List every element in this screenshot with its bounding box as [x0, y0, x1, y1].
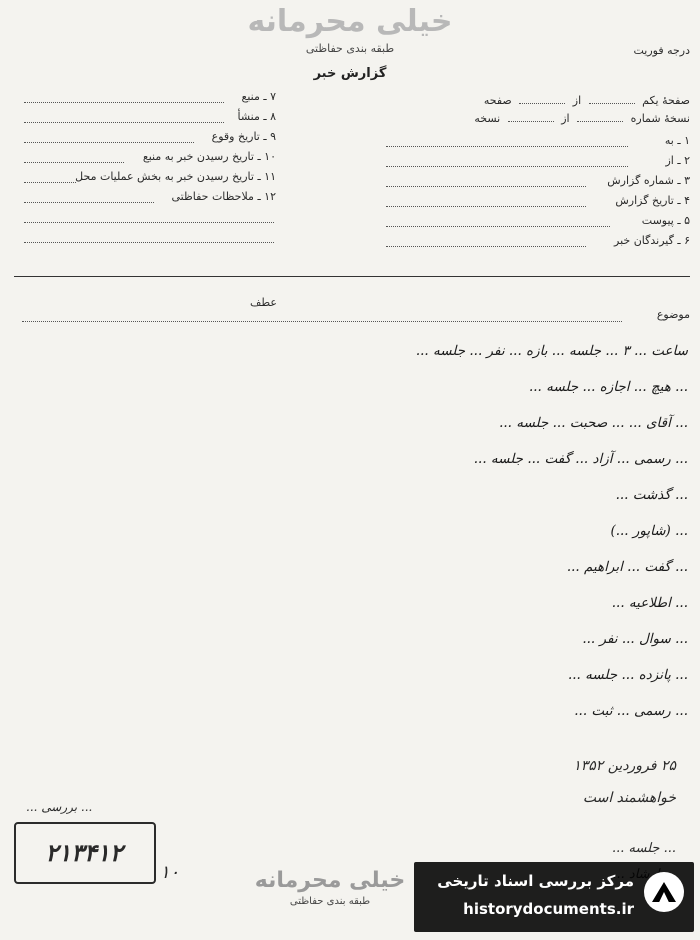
classification-stamp-bottom: خیلی محرمانه [254, 868, 406, 893]
closing-phrase: خواهشمند است [582, 790, 676, 806]
subject-line [22, 321, 622, 322]
form-dots [577, 121, 623, 122]
form-row-news-to-ops [75, 170, 276, 183]
report-title: گزارش خبر [313, 66, 387, 81]
form-row-source [241, 90, 276, 103]
watermark-url: historydocuments.ir [463, 900, 634, 918]
form-label-report-date: ۴ ـ تاریخ گزارش [615, 194, 690, 207]
classification-stamp-top: خیلی محرمانه [247, 4, 453, 39]
form-row-occurrence-date [212, 130, 276, 143]
form-line [24, 222, 274, 223]
urgency-field [633, 44, 690, 57]
form-line [386, 206, 586, 207]
form-row-page [484, 94, 690, 107]
form-line [386, 186, 586, 187]
form-label-occurrence-date: ۹ ـ تاریخ وقوع [211, 130, 276, 143]
form-row-from [665, 154, 690, 167]
form-line [386, 246, 586, 247]
form-line [24, 122, 224, 123]
form-line [24, 242, 274, 243]
body-line: ... سوال ... نفر ... [582, 631, 688, 647]
form-row-attachment [642, 214, 690, 227]
form-label-news-to-source: ۱۰ ـ تاریخ رسیدن خبر به منبع [142, 150, 276, 163]
form-divider [14, 276, 690, 277]
form-label-report-number: ۳ ـ شماره گزارش [607, 174, 690, 187]
form-label-origin: ۸ ـ منشأ [237, 110, 276, 123]
form-dots [589, 103, 635, 104]
body-line: ... گذشت ... [615, 487, 688, 503]
body-line: ساعت ... ۳ ... جلسه ... بازه ... نفر ... جلسه ... [415, 343, 688, 359]
form-line [24, 102, 224, 103]
form-line [24, 162, 124, 163]
form-end-page: صفحه [483, 94, 512, 107]
body-line: ... رسمی ... ثبت ... [574, 703, 688, 719]
form-label-to: ۱ ـ به [664, 134, 690, 147]
report-date: ۲۵ فروردین ۱۳۵۲ [573, 758, 676, 774]
watermark-banner [414, 862, 694, 932]
handwritten-number: ۲۱۳۴۱۲ [45, 838, 123, 867]
reference-label: عطف [250, 296, 277, 309]
form-label-security-notes: ۱۲ ـ ملاحظات حفاظتی [171, 190, 276, 203]
form-label-copy: نسخهٔ شماره [630, 112, 690, 125]
body-line: ... اطلاعیه ... [611, 595, 688, 611]
form-line [386, 146, 628, 147]
form-line [386, 166, 628, 167]
form-dots [519, 103, 565, 104]
body-line: ... پانزده ... جلسه ... [567, 667, 688, 683]
form-line [24, 182, 76, 183]
body-line: ... آقای ... ... صحبت ... جلسه ... [499, 415, 688, 431]
classification-label-top: طبقه بندی حفاظتی [305, 42, 395, 55]
form-line [24, 202, 154, 203]
form-row-recipients [614, 234, 690, 247]
form-line [24, 142, 194, 143]
classification-label-bottom: طبقه بندی حفاظتی [289, 896, 371, 907]
subject-label: موضوع [656, 308, 690, 321]
body-line: ... (شاپور ...) [610, 523, 688, 539]
form-label-news-to-ops: ۱۱ ـ تاریخ رسیدن خبر به بخش عملیات محل [75, 170, 276, 183]
body-line: ... رسمی ... آزاد ... گفت ... جلسه ... [473, 451, 688, 467]
form-row-report-date [615, 194, 690, 207]
form-end-copy: نسخه [474, 112, 501, 125]
form-label-source: ۷ ـ منبع [241, 90, 276, 103]
form-row-copy [474, 112, 690, 125]
form-mid-copy: از [561, 112, 570, 125]
body-line: ... گفت ... ابراهیم ... [566, 559, 688, 575]
form-dots [508, 121, 554, 122]
form-mid-page: از [572, 94, 582, 107]
form-row-security-notes [172, 190, 277, 203]
left-margin-note: ... بررسی ... [26, 800, 93, 814]
watermark-title: مرکز بررسی اسناد تاریخی [437, 872, 634, 890]
handwritten-report-body [16, 336, 688, 732]
form-line [386, 226, 610, 227]
form-row-to [665, 134, 690, 147]
form-label-recipients: ۶ ـ گیرندگان خبر [614, 234, 690, 247]
form-row-origin [237, 110, 276, 123]
urgency-label: درجه فوریت [633, 44, 690, 57]
bottom-note-line: ... جلسه ... [612, 841, 676, 856]
body-line: ... هیچ ... اجازه ... جلسه ... [528, 379, 688, 395]
form-label-page: صفحهٔ یکم [642, 94, 690, 107]
form-row-report-number [607, 174, 690, 187]
document-center-logo-icon [644, 872, 684, 912]
form-label-from: ۲ ـ از [665, 154, 690, 167]
signature: ۱۰ [160, 862, 180, 883]
form-row-news-to-source [143, 150, 276, 163]
form-label-attachment: ۵ ـ پیوست [641, 214, 690, 227]
